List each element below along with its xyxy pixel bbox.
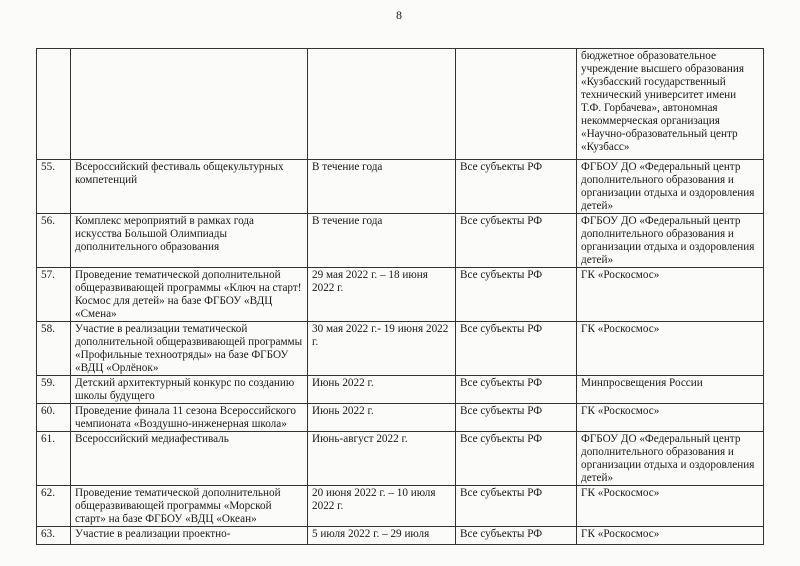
cell-organizer: ФГБОУ ДО «Федеральный центр дополнительного образования и организации отдыха и оздоровления детей» [577, 160, 764, 214]
cell-event: Проведение тематической дополнительной общеразвивающей программы «Морской старт» на базе ФГБОУ «ВДЦ «Океан» [71, 486, 308, 527]
cell-num: 62. [37, 486, 71, 527]
cell-dates: 29 мая 2022 г. – 18 июня 2022 г. [308, 268, 456, 322]
table-row [37, 268, 764, 322]
table-row [37, 214, 764, 268]
cell-region: Все субъекты РФ [456, 322, 577, 376]
cell-num: 63. [37, 527, 71, 545]
cell-num: 56. [37, 214, 71, 268]
cell-dates: В течение года [308, 160, 456, 214]
cell-event: Участие в реализации проектно- [71, 527, 308, 545]
cell-dates: 20 июня 2022 г. – 10 июля 2022 г. [308, 486, 456, 527]
cell-dates: Июнь-август 2022 г. [308, 432, 456, 486]
cell-event [71, 49, 308, 160]
cell-region: Все субъекты РФ [456, 160, 577, 214]
cell-organizer: ФГБОУ ДО «Федеральный центр дополнительного образования и организации отдыха и оздоровления детей» [577, 432, 764, 486]
cell-event: Всероссийский фестиваль общекультурных компетенций [71, 160, 308, 214]
table-row [37, 376, 764, 404]
table-row [37, 160, 764, 214]
cell-dates: Июнь 2022 г. [308, 404, 456, 432]
cell-region: Все субъекты РФ [456, 376, 577, 404]
cell-organizer: ФГБОУ ДО «Федеральный центр дополнительного образования и организации отдыха и оздоровления детей» [577, 214, 764, 268]
table-row [37, 486, 764, 527]
cell-organizer: ГК «Роскосмос» [577, 322, 764, 376]
cell-event: Проведение тематической дополнительной общеразвивающей программы «Ключ на старт! Космос для детей» на базе ФГБОУ «ВДЦ «Смена» [71, 268, 308, 322]
cell-region: Все субъекты РФ [456, 268, 577, 322]
cell-num: 60. [37, 404, 71, 432]
cell-region: Все субъекты РФ [456, 214, 577, 268]
table-row [37, 527, 764, 545]
cell-num: 59. [37, 376, 71, 404]
cell-organizer: Минпросвещения России [577, 376, 764, 404]
cell-dates: 5 июля 2022 г. – 29 июля [308, 527, 456, 545]
cell-num: 61. [37, 432, 71, 486]
cell-organizer: ГК «Роскосмос» [577, 404, 764, 432]
cell-event: Всероссийский медиафестиваль [71, 432, 308, 486]
cell-dates: Июнь 2022 г. [308, 376, 456, 404]
cell-region: Все субъекты РФ [456, 486, 577, 527]
table-row [37, 322, 764, 376]
cell-organizer: бюджетное образовательное учреждение высшего образования «Кузбасский государственный технический университет имени Т.Ф. Горбачева», автономная некоммерческая организация «Научно-образовательный центр «Кузбасс» [577, 49, 764, 160]
cell-num: 58. [37, 322, 71, 376]
cell-dates: 30 мая 2022 г.- 19 июня 2022 г. [308, 322, 456, 376]
cell-organizer: ГК «Роскосмос» [577, 268, 764, 322]
table-row [37, 432, 764, 486]
events-table [36, 48, 764, 545]
cell-region: Все субъекты РФ [456, 432, 577, 486]
cell-region [456, 49, 577, 160]
cell-event: Проведение финала 11 сезона Всероссийского чемпионата «Воздушно-инженерная школа» [71, 404, 308, 432]
cell-event: Участие в реализации тематической дополнительной общеразвивающей программы «Профильные техноотряды» на базе ФГБОУ «ВДЦ «Орлёнок» [71, 322, 308, 376]
cell-organizer: ГК «Роскосмос» [577, 486, 764, 527]
cell-num: 55. [37, 160, 71, 214]
cell-num [37, 49, 71, 160]
cell-organizer: ГК «Роскосмос» [577, 527, 764, 545]
cell-dates: В течение года [308, 214, 456, 268]
table-row [37, 49, 764, 160]
cell-region: Все субъекты РФ [456, 404, 577, 432]
cell-event: Детский архитектурный конкурс по созданию школы будущего [71, 376, 308, 404]
table-row [37, 404, 764, 432]
cell-num: 57. [37, 268, 71, 322]
page-number: 8 [396, 8, 402, 22]
cell-region: Все субъекты РФ [456, 527, 577, 545]
cell-event: Комплекс мероприятий в рамках года искусства Большой Олимпиады дополнительного образования [71, 214, 308, 268]
cell-dates [308, 49, 456, 160]
